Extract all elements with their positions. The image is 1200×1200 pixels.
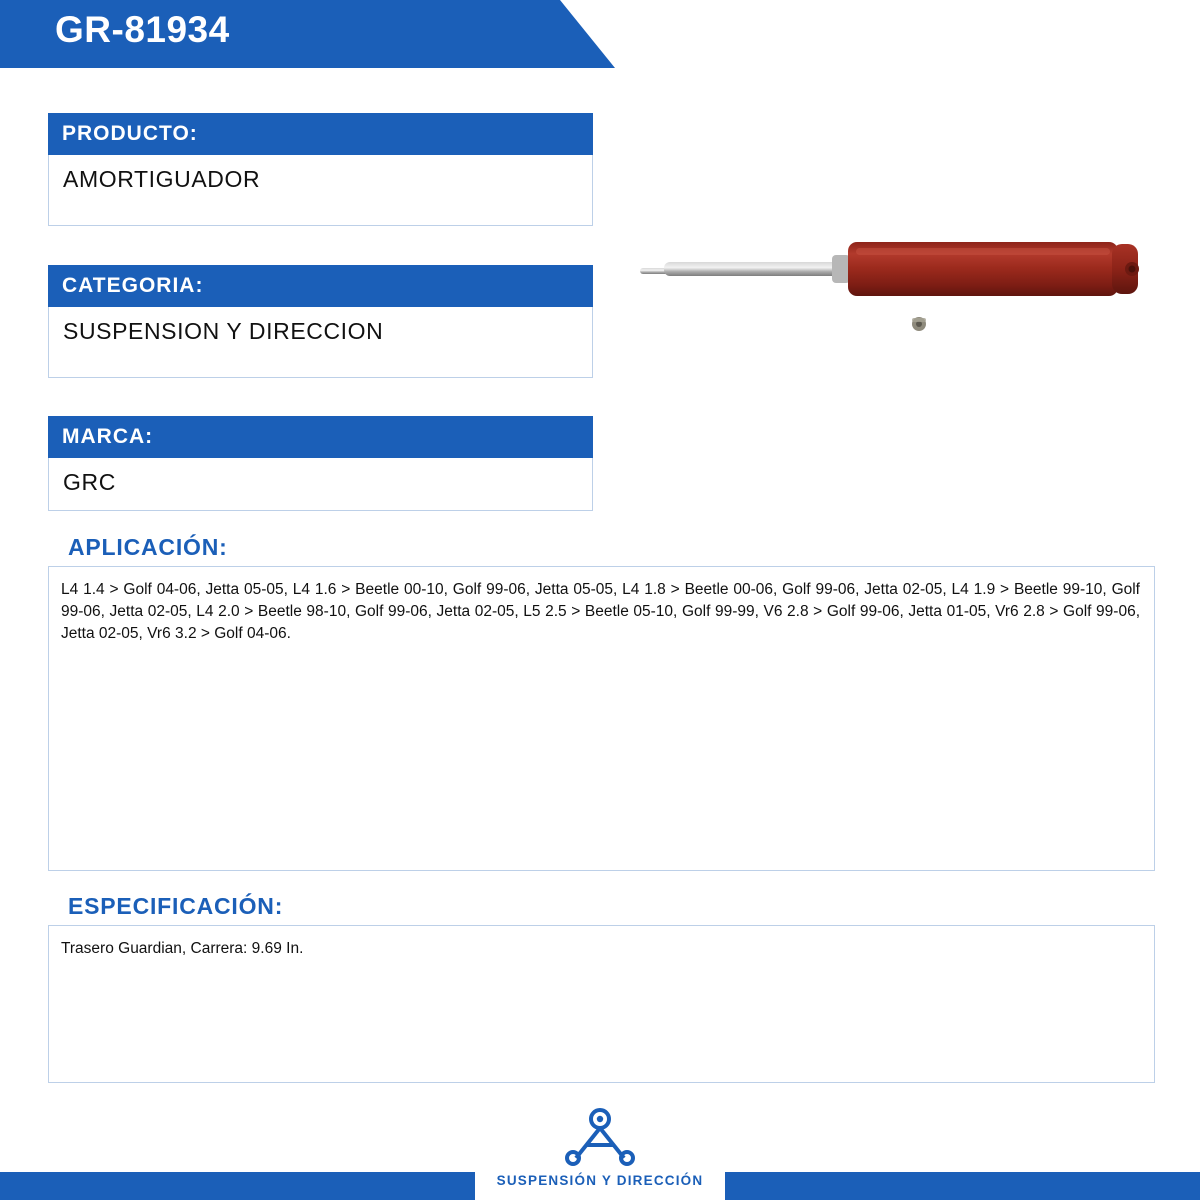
page-header bbox=[0, 0, 1200, 68]
field-marca-label: MARCA: bbox=[48, 416, 593, 458]
field-marca bbox=[48, 416, 593, 511]
aplicacion-title: APLICACIÓN: bbox=[68, 534, 228, 560]
page-footer bbox=[0, 1082, 1200, 1200]
shock-absorber-illustration bbox=[620, 200, 1180, 420]
field-marca-value: GRC bbox=[63, 469, 116, 495]
especificacion-title: ESPECIFICACIÓN: bbox=[68, 893, 284, 919]
control-arm-glyph bbox=[540, 1108, 660, 1166]
especificacion-box bbox=[48, 925, 1155, 1083]
especificacion-text: Trasero Guardian, Carrera: 9.69 In. bbox=[61, 940, 304, 957]
field-categoria-label: CATEGORIA: bbox=[48, 265, 593, 307]
field-marca-value-box bbox=[48, 458, 593, 511]
field-producto-value-box bbox=[48, 155, 593, 226]
product-image bbox=[620, 200, 1180, 420]
page-title: GR-81934 bbox=[55, 9, 230, 50]
aplicacion-box bbox=[48, 566, 1155, 871]
field-producto-label: PRODUCTO: bbox=[48, 113, 593, 155]
field-producto bbox=[48, 113, 593, 226]
aplicacion-text: L4 1.4 > Golf 04-06, Jetta 05-05, L4 1.6 > Beetle 00-10, Golf 99-06, Jetta 05-05, L4 1.8 > Beetle 00-06, Golf 99-06, Jetta 02-05, L4 1.9 > Beetle 99-10, Golf 99-06, Jetta 02-05, L4 2.0 > Beetle 98-10, Golf 99-06, Jetta 02-05, L5 2.5 > Beetle 05-10, Golf 99-99, V6 2.8 > Golf 99-06, Jetta 01-05, Vr6 2.8 > Golf 99-06, Jetta 02-05, Vr6 3.2 > Golf 04-06. bbox=[61, 581, 1140, 642]
footer-caption: SUSPENSIÓN Y DIRECCIÓN bbox=[496, 1173, 704, 1188]
field-categoria-value-box bbox=[48, 307, 593, 378]
control-arm-icon bbox=[540, 1108, 660, 1166]
field-categoria bbox=[48, 265, 593, 378]
field-producto-value: AMORTIGUADOR bbox=[63, 166, 261, 192]
field-categoria-value: SUSPENSION Y DIRECCION bbox=[63, 318, 384, 344]
